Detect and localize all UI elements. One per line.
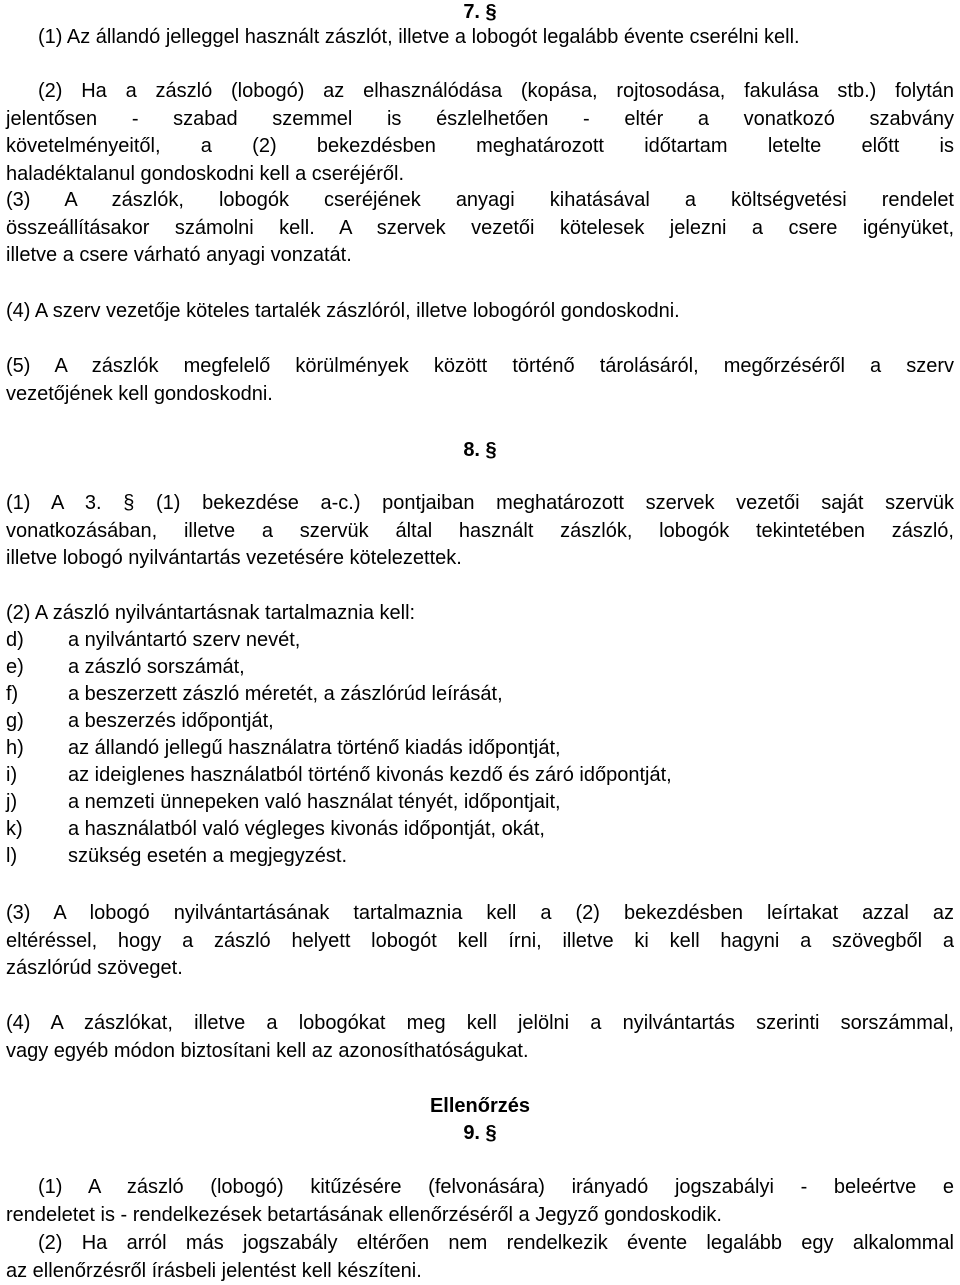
list-text: a nyilvántartó szerv nevét, xyxy=(68,629,300,651)
list-text: szükség esetén a megjegyzést. xyxy=(68,845,347,867)
s8p4-line-2: vagy egyéb módon biztosítani kell az azonosíthatóságukat. xyxy=(6,1038,954,1066)
s7p5-line-2: vezetőjének kell gondoskodni. xyxy=(6,381,954,409)
list-marker: d) xyxy=(6,627,68,654)
list-item xyxy=(6,789,561,816)
list-marker: e) xyxy=(6,654,68,681)
s7-paragraph-1: (1) Az állandó jelleggel használt zászlót, illetve a lobogót legalább évente cserélni kell. xyxy=(38,24,954,52)
list-item xyxy=(6,735,561,762)
list-item xyxy=(6,681,503,708)
s8-paragraph-1 xyxy=(6,490,954,573)
list-item xyxy=(6,762,672,789)
s9-paragraph-2 xyxy=(6,1230,954,1285)
list-marker: j) xyxy=(6,789,68,816)
s9p2-line-1: (2) Ha arról más jogszabály eltérően nem rendelkezik évente legalább egy alkalommal xyxy=(6,1230,954,1258)
s8-paragraph-4 xyxy=(6,1010,954,1065)
list-text: a zászló sorszámát, xyxy=(68,656,245,678)
list-item xyxy=(6,708,274,735)
s7-paragraph-3 xyxy=(6,187,954,270)
s7p2-line-4: haladéktalanul gondoskodni kell a cseréjéről. xyxy=(6,161,954,189)
list-text: a beszerzett zászló méretét, a zászlórúd leírását, xyxy=(68,683,503,705)
control-heading: Ellenőrzés xyxy=(0,1093,960,1120)
section-9-title: 9. § xyxy=(0,1120,960,1147)
list-item xyxy=(6,627,300,654)
list-marker: g) xyxy=(6,708,68,735)
s7-paragraph-5 xyxy=(6,353,954,408)
s8p3-line-2: eltéréssel, hogy a zászló helyett lobogót kell írni, illetve ki kell hagyni a szövegből a xyxy=(6,928,954,956)
s7p2-line-3: követelményeitől, a (2) bekezdésben meghatározott időtartam letelte előtt is xyxy=(6,133,954,161)
list-item xyxy=(6,816,545,843)
s7-paragraph-2 xyxy=(6,78,954,188)
s7p5-line-1: (5) A zászlók megfelelő körülmények között történő tárolásáról, megőrzéséről a szerv xyxy=(6,353,954,381)
list-marker: h) xyxy=(6,735,68,762)
list-marker: k) xyxy=(6,816,68,843)
s8-paragraph-3 xyxy=(6,900,954,983)
list-marker: f) xyxy=(6,681,68,708)
list-item xyxy=(6,843,347,870)
s8-paragraph-2-intro: (2) A zászló nyilvántartásnak tartalmaznia kell: xyxy=(6,600,954,628)
section-8-title: 8. § xyxy=(0,437,960,464)
section-7-title: 7. § xyxy=(0,0,960,26)
s8p1-line-3: illetve lobogó nyilvántartás vezetésére kötelezettek. xyxy=(6,545,954,573)
list-item xyxy=(6,654,245,681)
s9p1-line-2: rendeletet is - rendelkezések betartásának ellenőrzéséről a Jegyző gondoskodik. xyxy=(6,1202,954,1230)
s8p4-line-1: (4) A zászlókat, illetve a lobogókat meg kell jelölni a nyilvántartás szerinti sorszámmal, xyxy=(6,1010,954,1038)
list-text: a használatból való végleges kivonás időpontját, okát, xyxy=(68,818,545,840)
s8p3-line-1: (3) A lobogó nyilvántartásának tartalmaznia kell a (2) bekezdésben leírtakat azzal az xyxy=(6,900,954,928)
list-text: a beszerzés időpontját, xyxy=(68,710,274,732)
list-text: az állandó jellegű használatra történő kiadás időpontját, xyxy=(68,737,561,759)
s9-paragraph-1 xyxy=(6,1174,954,1229)
s7p3-line-3: illetve a csere várható anyagi vonzatát. xyxy=(6,242,954,270)
s7p3-line-1: (3) A zászlók, lobogók cseréjének anyagi kihatásával a költségvetési rendelet xyxy=(6,187,954,215)
s8p1-line-2: vonatkozásában, illetve a szervük által használt zászlók, lobogók tekintetében zászló, xyxy=(6,518,954,546)
s7p2-line-1: (2) Ha a zászló (lobogó) az elhasználódása (kopása, rojtosodása, fakulása stb.) folytán xyxy=(6,78,954,106)
s9p1-line-1: (1) A zászló (lobogó) kitűzésére (felvonására) irányadó jogszabályi - beleértve e xyxy=(6,1174,954,1202)
list-text: az ideiglenes használatból történő kivonás kezdő és záró időpontját, xyxy=(68,764,672,786)
s7-paragraph-4: (4) A szerv vezetője köteles tartalék zászlóról, illetve lobogóról gondoskodni. xyxy=(6,298,954,326)
s8p3-line-3: zászlórúd szöveget. xyxy=(6,955,954,983)
list-marker: i) xyxy=(6,762,68,789)
s8p1-line-1: (1) A 3. § (1) bekezdése a-c.) pontjaiban meghatározott szervek vezetői saját szervük xyxy=(6,490,954,518)
s9p2-line-2: az ellenőrzésről írásbeli jelentést kell készíteni. xyxy=(6,1258,954,1285)
list-text: a nemzeti ünnepeken való használat tényét, időpontjait, xyxy=(68,791,561,813)
list-marker: l) xyxy=(6,843,68,870)
s7p2-line-2: jelentősen - szabad szemmel is észlelhetően - eltér a vonatkozó szabvány xyxy=(6,106,954,134)
s7p3-line-2: összeállításakor számolni kell. A szervek vezetői kötelesek jelezni a csere igényüket, xyxy=(6,215,954,243)
